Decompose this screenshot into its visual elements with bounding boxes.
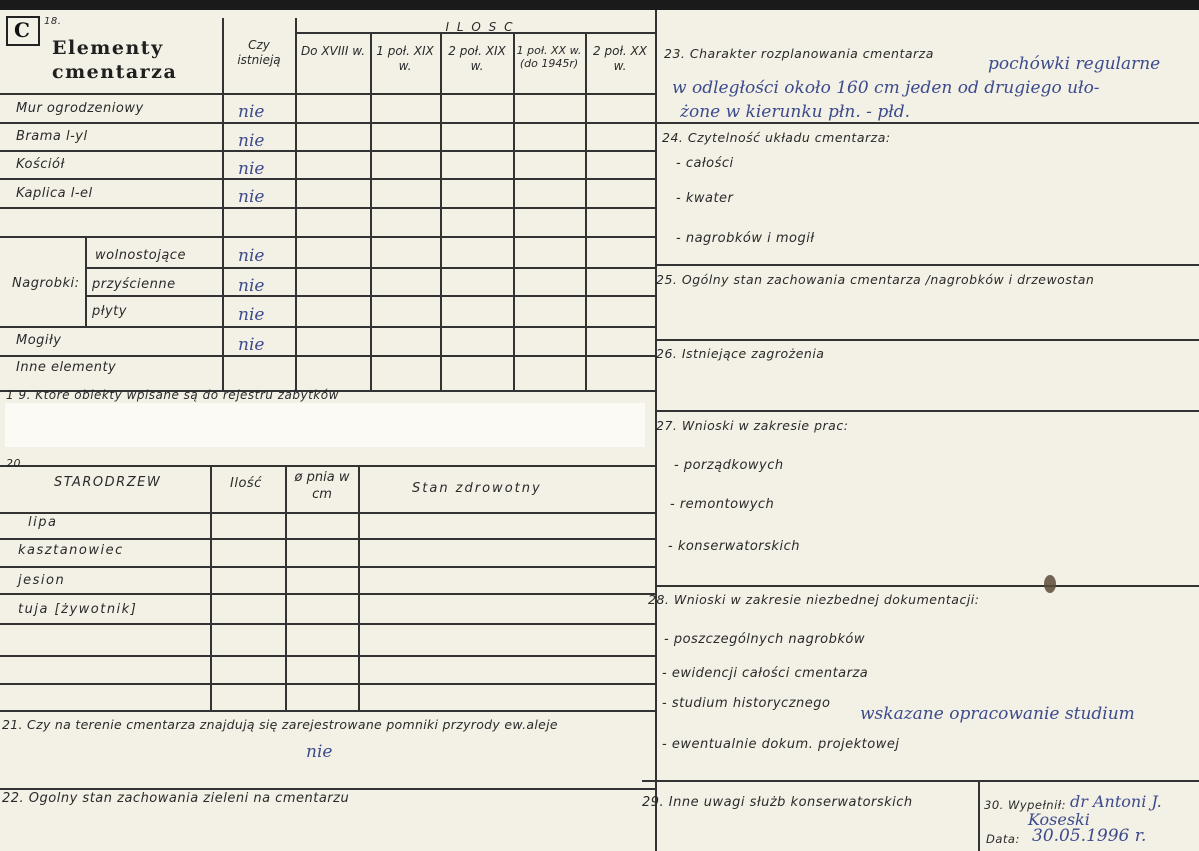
col-line-1 [295,18,297,390]
q24-item: - nagrobków i mogił [676,231,815,246]
answer-plyty: nie [238,305,265,325]
answer-kaplica: nie [238,187,265,207]
col-header-ilosc: I L O S C [445,20,515,34]
question-27: 27. Wnioski w zakresie prac: [656,418,849,433]
section-line [0,465,655,467]
starodrzew-header: STARODRZEW [54,475,162,490]
col-line-2 [370,32,372,390]
row-label: Inne elementy [16,360,117,375]
handwriting-23-line2: w odległości około 160 cm jeden od drugiego uło- [672,78,1100,98]
question-25: 25. Ogólny stan zachowania cmentarza /nagrobków i drzewostan [656,272,1095,287]
filled-by-name-2: Koseski [1028,810,1090,829]
tree-label: tuja [żywotnik] [18,602,138,617]
col-header-2: 2 poł. XIX w. [448,44,506,73]
tree-label: lipa [28,515,58,530]
col-header-0: Do XVIII w. [300,44,366,58]
q28-item: - studium historycznego [662,696,831,711]
section-letter: C [14,18,30,42]
handwriting-23-line1: pochówki regularne [988,54,1161,74]
row-line [0,538,655,540]
q28-item: - ewidencji całości cmentarza [662,666,869,681]
row-label: płyty [92,304,127,319]
q27-item: - porządkowych [674,458,784,473]
title-line-2: cmentarza [52,61,178,83]
tree-label: jesion [18,573,66,588]
answer-mogily: nie [238,335,265,355]
row-label: wolnostojące [95,248,186,263]
row-line [0,178,655,180]
nagrobki-label: Nagrobki: [12,276,80,291]
col-line-5 [585,32,587,390]
question-23: 23. Charakter rozplanowania cmentarza [664,46,934,61]
row-line [85,267,655,269]
question-24: 24. Czytelność układu cmentarza: [662,130,891,145]
section-line [655,410,1199,412]
answer-przyscienne: nie [238,276,265,296]
section-line [655,585,1199,587]
q24-item: - kwater [676,191,734,206]
q30-label: 30. Wypełnił: [984,798,1066,812]
row-label: Brama l-yl [16,129,88,144]
answer-brama: nie [238,131,265,151]
col-header-czy: Czy istnieją [237,38,281,67]
answer-kosciol: nie [238,159,265,179]
col-header-stan: Stan zdrowotny [412,481,542,496]
row-line [0,150,655,152]
col-header-ilosc2: Ilość [230,476,262,491]
section-line [0,710,655,712]
section-letter-box [6,16,40,46]
question-21: 21. Czy na terenie cmentarza znajdują się zarejestrowane pomniki przyrody ew.aleje [2,717,558,732]
question-26: 26. Istniejące zagrożenia [656,346,825,361]
question-19: 1 9. Ktore obiekty wpisane są do rejestru zabytków [6,388,339,402]
row-label: Mogiły [16,333,62,348]
erased-area [5,403,645,447]
row-line [0,593,655,595]
row-line [0,355,655,357]
section-line [655,122,1199,124]
footer-col-line [978,780,980,851]
question-29: 29. Inne uwagi służb konserwatorskich [642,795,913,810]
filled-by-name-1: dr Antoni J. [1070,792,1162,811]
row-line [0,566,655,568]
col-header-pnia: ø pnia w cm [294,470,350,502]
row-line [0,623,655,625]
row-line [0,122,655,124]
nagrobki-col-line [85,236,87,326]
tree-col-line [210,465,212,710]
q24-item: - całości [676,156,734,171]
czy-col-line [222,18,224,390]
row-line [85,295,655,297]
answer-mur: nie [238,102,265,122]
date-label: Data: [986,832,1020,846]
row-label: Kaplica l-el [16,186,93,201]
section-number-20: 20. [6,457,25,470]
date-value: 30.05.1996 r. [1032,826,1147,846]
answer-wolnostojace: nie [238,246,265,266]
row-line [0,683,655,685]
ink-stain [1044,575,1056,593]
tree-label: kasztanowiec [18,543,124,558]
section-number-18: 18. [44,16,62,27]
handwriting-23-line3: żone w kierunku płn. - płd. [680,102,911,122]
row-label: przyścienne [92,277,176,292]
row-line [0,207,655,209]
col-header-1: 1 poł. XIX w. [376,44,434,73]
col-line-4 [513,32,515,390]
section-line [642,780,1199,782]
q28-item: - poszczególnych nagrobków [664,632,865,647]
question-22: 22. Ogolny stan zachowania zieleni na cmentarzu [2,791,350,806]
section-line [655,339,1199,341]
tree-col-line [358,465,360,710]
handwriting-28: wskazane opracowanie studium [860,704,1135,724]
col-line-3 [440,32,442,390]
col-header-4: 2 poł. XX w. [593,44,647,73]
title-line-1: Elementy [52,37,164,59]
q27-item: - remontowych [670,497,775,512]
section-line [0,788,655,790]
row-line [0,655,655,657]
tree-col-line [285,465,287,710]
row-label: Kościół [16,157,65,172]
q28-item: - ewentualnie dokum. projektowej [662,737,900,752]
answer-21: nie [306,742,333,762]
row-line [0,236,655,238]
row-label: Mur ogrodzeniowy [16,101,144,116]
row-line [0,326,655,328]
question-28: 28. Wnioski w zakresie niezbednej dokumentacji: [648,592,980,607]
section-line [655,264,1199,266]
q27-item: - konserwatorskich [668,539,800,554]
row-line [0,512,655,514]
inventory-card [0,10,1199,851]
header-bottom-line [0,93,655,95]
col-header-3: 1 poł. XX w. (do 1945r) [516,44,582,70]
